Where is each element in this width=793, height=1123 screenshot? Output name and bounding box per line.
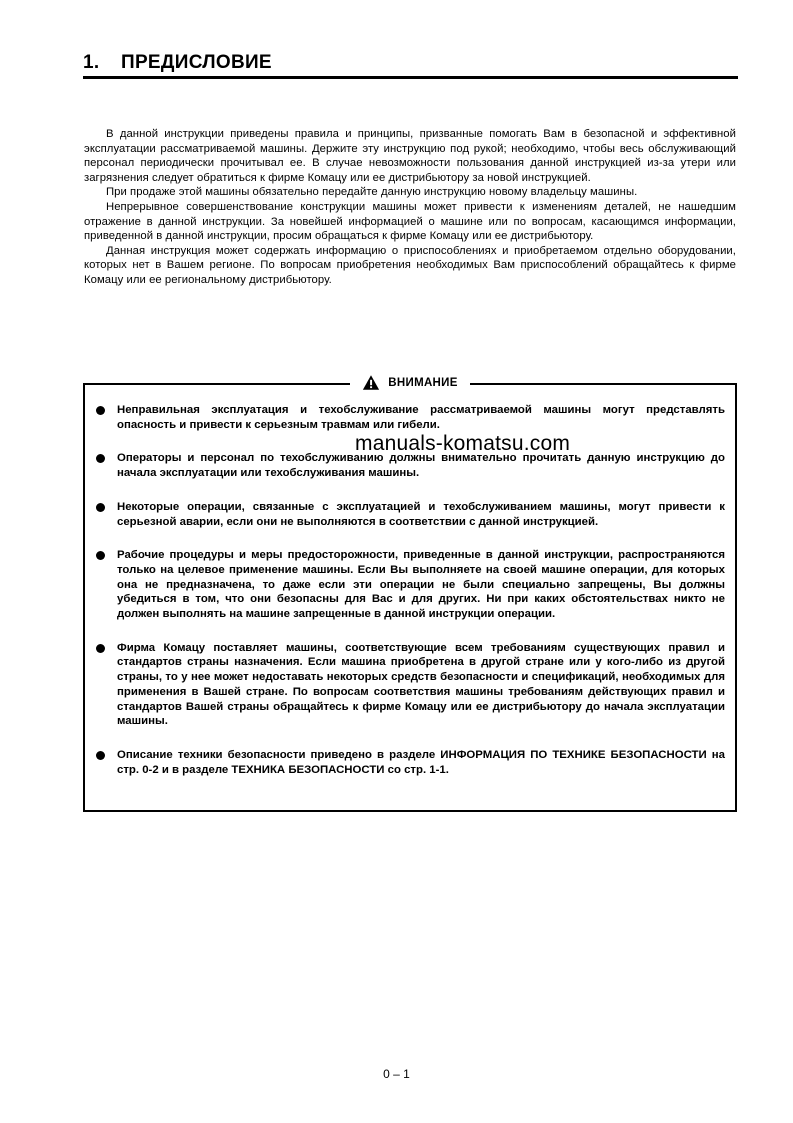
warning-triangle-icon xyxy=(362,374,380,391)
watermark: manuals-komatsu.com xyxy=(355,432,571,455)
warning-item-text: Операторы и персонал по техобслуживанию должны внимательно прочитать данную инструкцию до начала эксплуатации или техобслуживания машины. xyxy=(117,452,725,480)
page-title xyxy=(83,52,738,74)
bullet-icon xyxy=(96,503,105,512)
page-number: 0 – 1 xyxy=(383,1067,410,1081)
intro-text xyxy=(84,127,736,288)
warning-item xyxy=(93,403,725,432)
warning-item xyxy=(93,500,725,529)
intro-paragraph: При продаже этой машины обязательно передайте данную инструкцию новому владельцу машины. xyxy=(106,186,638,199)
warning-item-text: Некоторые операции, связанные с эксплуатацией и техобслуживанием машины, могут привести к серьезной аварии, если они не выполняются в соответствии с данной инструкцией. xyxy=(117,500,725,528)
section-heading xyxy=(83,52,738,79)
warning-item-text: Фирма Комацу поставляет машины, соответствующие всем требованиям существующих правил и стандартов страны назначения. Если машина приобретена в другой стране или у кого-либо из другой страны, то у нее может недоставать некоторых средств безопасности и спецификаций, необходимых для применения в Вашей стране. По вопросам соответствия машины требованиям действующих правил и стандартов Вашей страны обращайтесь к фирме Комацу или ее дистрибьютору до начала эксплуатации машины. xyxy=(117,641,725,728)
warning-list xyxy=(93,403,725,796)
warning-label: ВНИМАНИЕ xyxy=(388,376,458,389)
section-number: 1. xyxy=(83,52,100,73)
bullet-icon xyxy=(96,644,105,653)
warning-item-text: Рабочие процедуры и меры предосторожности, приведенные в данной инструкции, распространяются только на целевое применение машины. Если Вы выполняете на своей машине операции, для которых она не предназначена, то даже если эти операции не были специально запрещены, Вы должны убедиться в том, что они безопасны для Вас и для других. Ни при каких обстоятельствах никто не должен выполнять на машине запрещенные в данной инструкции операции. xyxy=(117,549,725,621)
intro-paragraph: В данной инструкции приведены правила и принципы, призванные помогать Вам в безопасной и эффективной эксплуатации рассматриваемой машины. Держите эту инструкцию под рукой; необходимо, чтобы весь обслуживающий персонал периодически прочитывал ее. В случае невозможности пользования данной инструкцией из-за утери или загрязнения следует обратиться к фирме Комацу или ее дистрибьютору за новой инструкцией. xyxy=(84,128,736,184)
warning-item xyxy=(93,548,725,622)
bullet-icon xyxy=(96,551,105,560)
warning-item-text: Описание техники безопасности приведено в разделе ИНФОРМАЦИЯ ПО ТЕХНИКЕ БЕЗОПАСНОСТИ на стр. 0-2 и в разделе ТЕХНИКА БЕЗОПАСНОСТИ со стр. 1-1. xyxy=(117,748,725,776)
section-title: ПРЕДИСЛОВИЕ xyxy=(121,52,272,73)
intro-paragraph: Непрерывное совершенствование конструкции машины может привести к изменениям деталей, не нашедшим отражение в данной инструкции. За новейшей информацией о машине или по вопросам, касающимся информации, приведенной в данной инструкции, просим обращаться к фирме Комацу или ее дистрибьютору. xyxy=(84,200,736,243)
warning-item xyxy=(93,641,725,729)
intro-paragraph: Данная инструкция может содержать информацию о приспособлениях и приобретаемом отдельно оборудовании, которых нет в Вашем регионе. По вопросам приобретения необходимых Вам приспособлений обращайтесь к фирме Комацу или ее региональному дистрибьютору. xyxy=(84,244,736,286)
bullet-icon xyxy=(96,454,105,463)
warning-header xyxy=(85,374,735,396)
warning-item-text: Неправильная эксплуатация и техобслуживание рассматриваемой машины могут представлять опасность и привести к серьезным травмам или гибели. xyxy=(117,404,725,431)
bullet-icon xyxy=(96,751,105,760)
bullet-icon xyxy=(96,406,105,415)
warning-item xyxy=(93,748,725,777)
